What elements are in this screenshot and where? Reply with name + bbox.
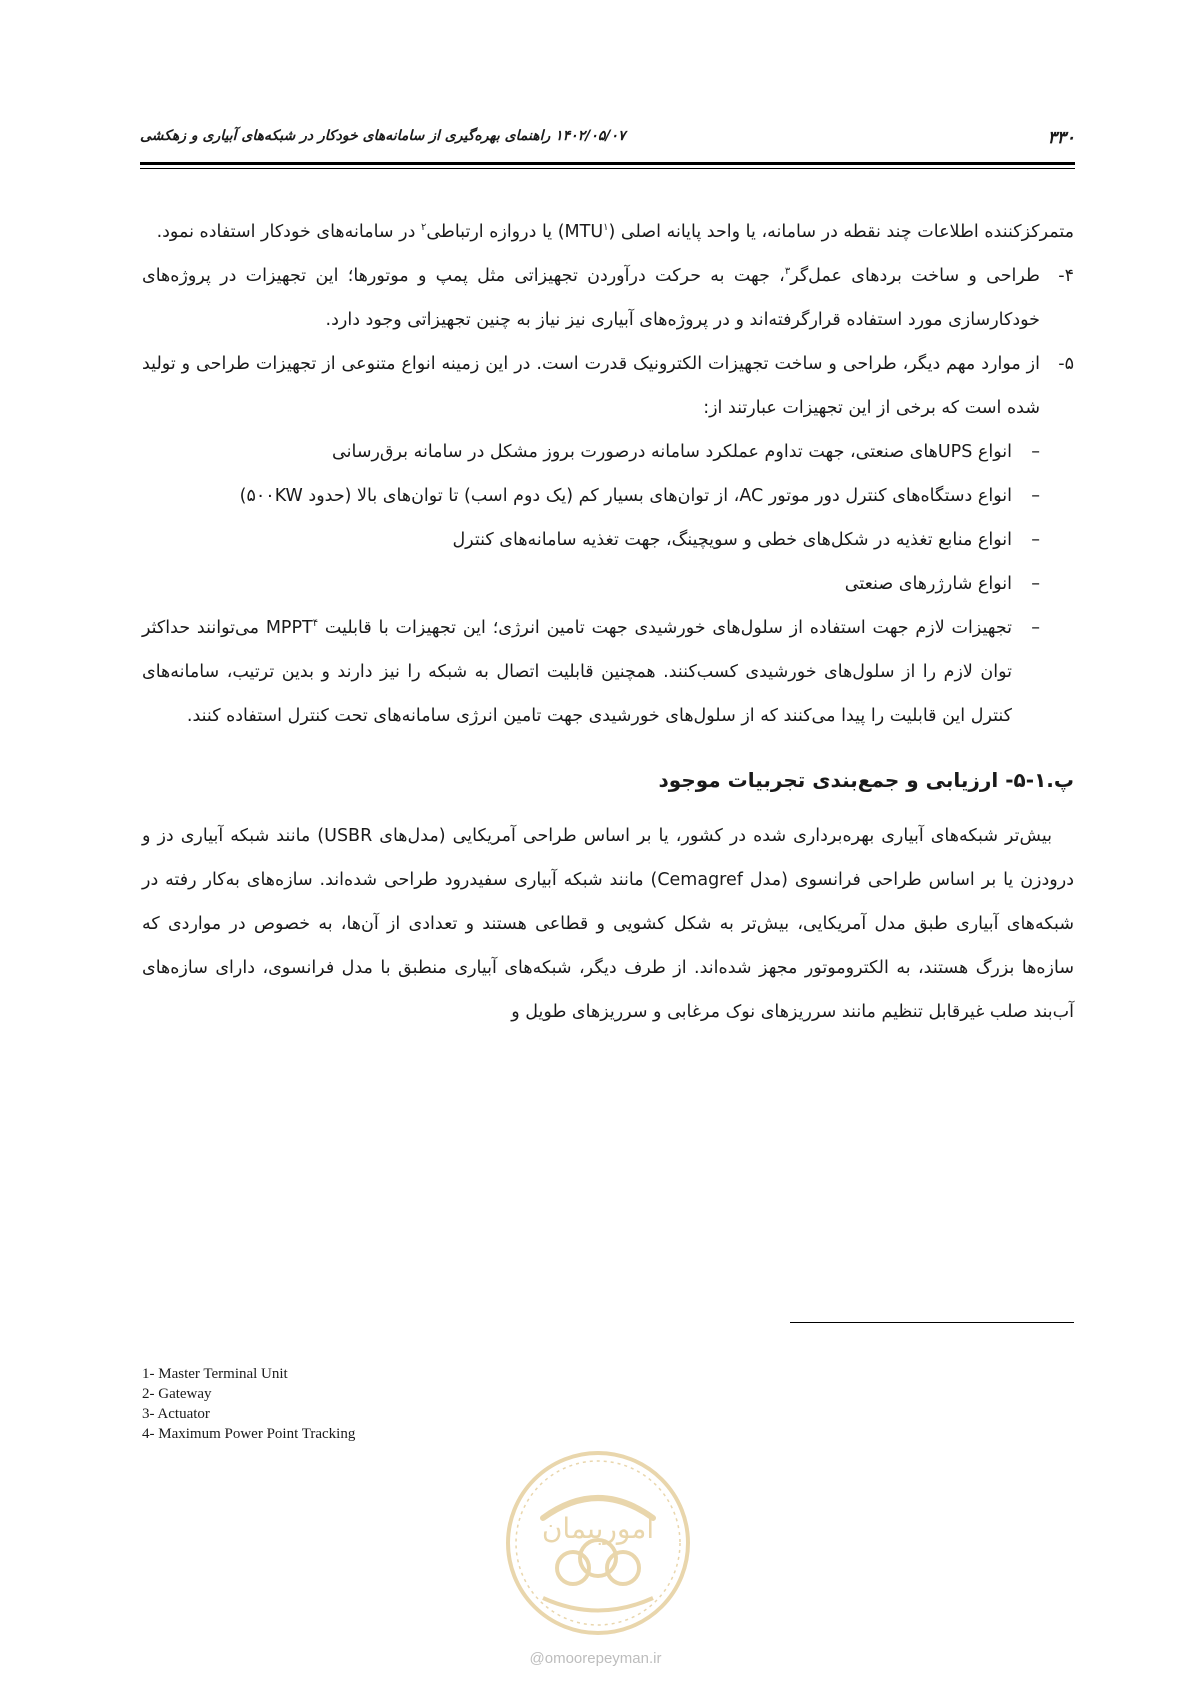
page-header	[140, 120, 1075, 150]
footnote-rule	[790, 1322, 1074, 1323]
footnote-ref-1: ۱	[603, 222, 609, 234]
footnote-ref-3: ۳	[784, 266, 791, 278]
body-text	[142, 210, 1074, 1034]
footnote-1: 1- Master Terminal Unit	[142, 1366, 288, 1382]
bullet-item: – تجهیزات لازم جهت استفاده از سلول‌های خورشیدی جهت تامین انرژی؛ این تجهیزات با قابلیت MPPT$^۴$ می‌توانند حداکثر توان لازم را از سلول‌های خورشیدی کسب‌کنند. همچنین قابلیت اتصال به شبکه را نیز دارند و بدین ترتیب، سامانه‌های کنترل این قابلیت را پیدا می‌کنند که از سلول‌های خورشیدی جهت تامین انرژی سامانه‌های تحت کنترل استفاده کنند.	[142, 606, 1074, 738]
dash-marker: –	[1031, 442, 1040, 462]
footnote-ref-2: ۲	[420, 222, 427, 234]
list-item-5: ۵- از موارد مهم دیگر، طراحی و ساخت تجهیزات الکترونیک قدرت است. در این زمینه انواع متنوعی از تجهیزات طراحی و تولید شده است که برخی از این تجهیزات عبارتند از:	[142, 342, 1074, 430]
list-marker: ۵-	[1058, 354, 1074, 374]
section-heading: پ.۱-۵- ارزیابی و جمع‌بندی تجربیات موجود	[658, 768, 1074, 792]
dash-marker: –	[1031, 530, 1040, 550]
list-marker: ۴-	[1058, 266, 1074, 286]
watermark-url: @omoorepeyman.ir	[529, 1650, 662, 1667]
dash-marker: –	[1031, 574, 1040, 594]
footnote-3: 3- Actuator	[142, 1406, 210, 1422]
footnote-4: 4- Maximum Power Point Tracking	[142, 1426, 356, 1442]
bullet-item: – انواع دستگاه‌های کنترل دور موتور AC، از توان‌های بسیار کم (یک دوم اسب) تا توان‌های بالا (حدود ۵۰۰KW)	[142, 474, 1074, 518]
footnotes	[142, 1364, 642, 1444]
section-paragraph: بیش‌تر شبکه‌های آبیاری بهره‌برداری شده در کشور، یا بر اساس طراحی آمریکایی (مدل‌های USBR) مانند شبکه آبیاری دز و درودزن یا بر اساس طراحی فرانسوی (مدل Cemagref) مانند شبکه آبیاری سفیدرود طراحی شده‌اند. سازه‌های به‌کار رفته در شبکه‌های آبیاری طبق مدل آمریکایی، بیش‌تر به شکل کشویی و قطاعی هستند و تعدادی از آن‌ها، به خصوص در مواردی که سازه‌ها بزرگ هستند، به الکتروموتور مجهز شده‌اند. از طرف دیگر، شبکه‌های آبیاری منطبق با مدل فرانسوی، دارای سازه‌های آب‌بند صلب غیرقابل تنظیم مانند سرریزهای نوک مرغابی و سرریزهای طویل و	[142, 826, 1074, 1022]
dash-marker: –	[1031, 618, 1040, 638]
bullet-item: – انواع شارژرهای صنعتی	[142, 562, 1074, 606]
dash-marker: –	[1031, 486, 1040, 506]
watermark-logo	[503, 1448, 693, 1638]
running-title: ۱۴۰۲/۰۵/۰۷ راهنمای بهره‌گیری از سامانه‌های خودکار در شبکه‌های آبیاری و زهکشی	[140, 128, 626, 144]
page-number: ۳۳۰	[1047, 128, 1075, 148]
bullet-item: – انواع منابع تغذیه در شکل‌های خطی و سویچینگ، جهت تغذیه سامانه‌های کنترل	[142, 518, 1074, 562]
bullet-item: – انواع UPSهای صنعتی، جهت تداوم عملکرد سامانه درصورت بروز مشکل در سامانه برق‌رسانی	[142, 430, 1074, 474]
header-rule-thick	[140, 162, 1075, 165]
intro-paragraph: متمرکزکننده اطلاعات چند نقطه در سامانه، یا واحد پایانه اصلی (MTU$^۱$) یا دروازه ارتباطی$^۲$ در سامانه‌های خودکار استفاده نمود.	[156, 222, 1074, 242]
footnote-ref-4: ۴	[312, 618, 319, 630]
footnote-2: 2- Gateway	[142, 1386, 212, 1402]
watermark-logo-text: امورپیمان	[541, 1512, 655, 1545]
list-item-4: ۴- طراحی و ساخت بردهای عمل‌گر$^۳$، جهت به حرکت درآوردن تجهیزاتی مثل پمپ و موتورها؛ این تجهیزات در پروژه‌های خودکارسازی مورد استفاده قرارگرفته‌اند و در پروژه‌های آبیاری نیز نیاز به چنین تجهیزاتی وجود دارد.	[142, 254, 1074, 342]
header-rule-thin	[140, 168, 1075, 169]
